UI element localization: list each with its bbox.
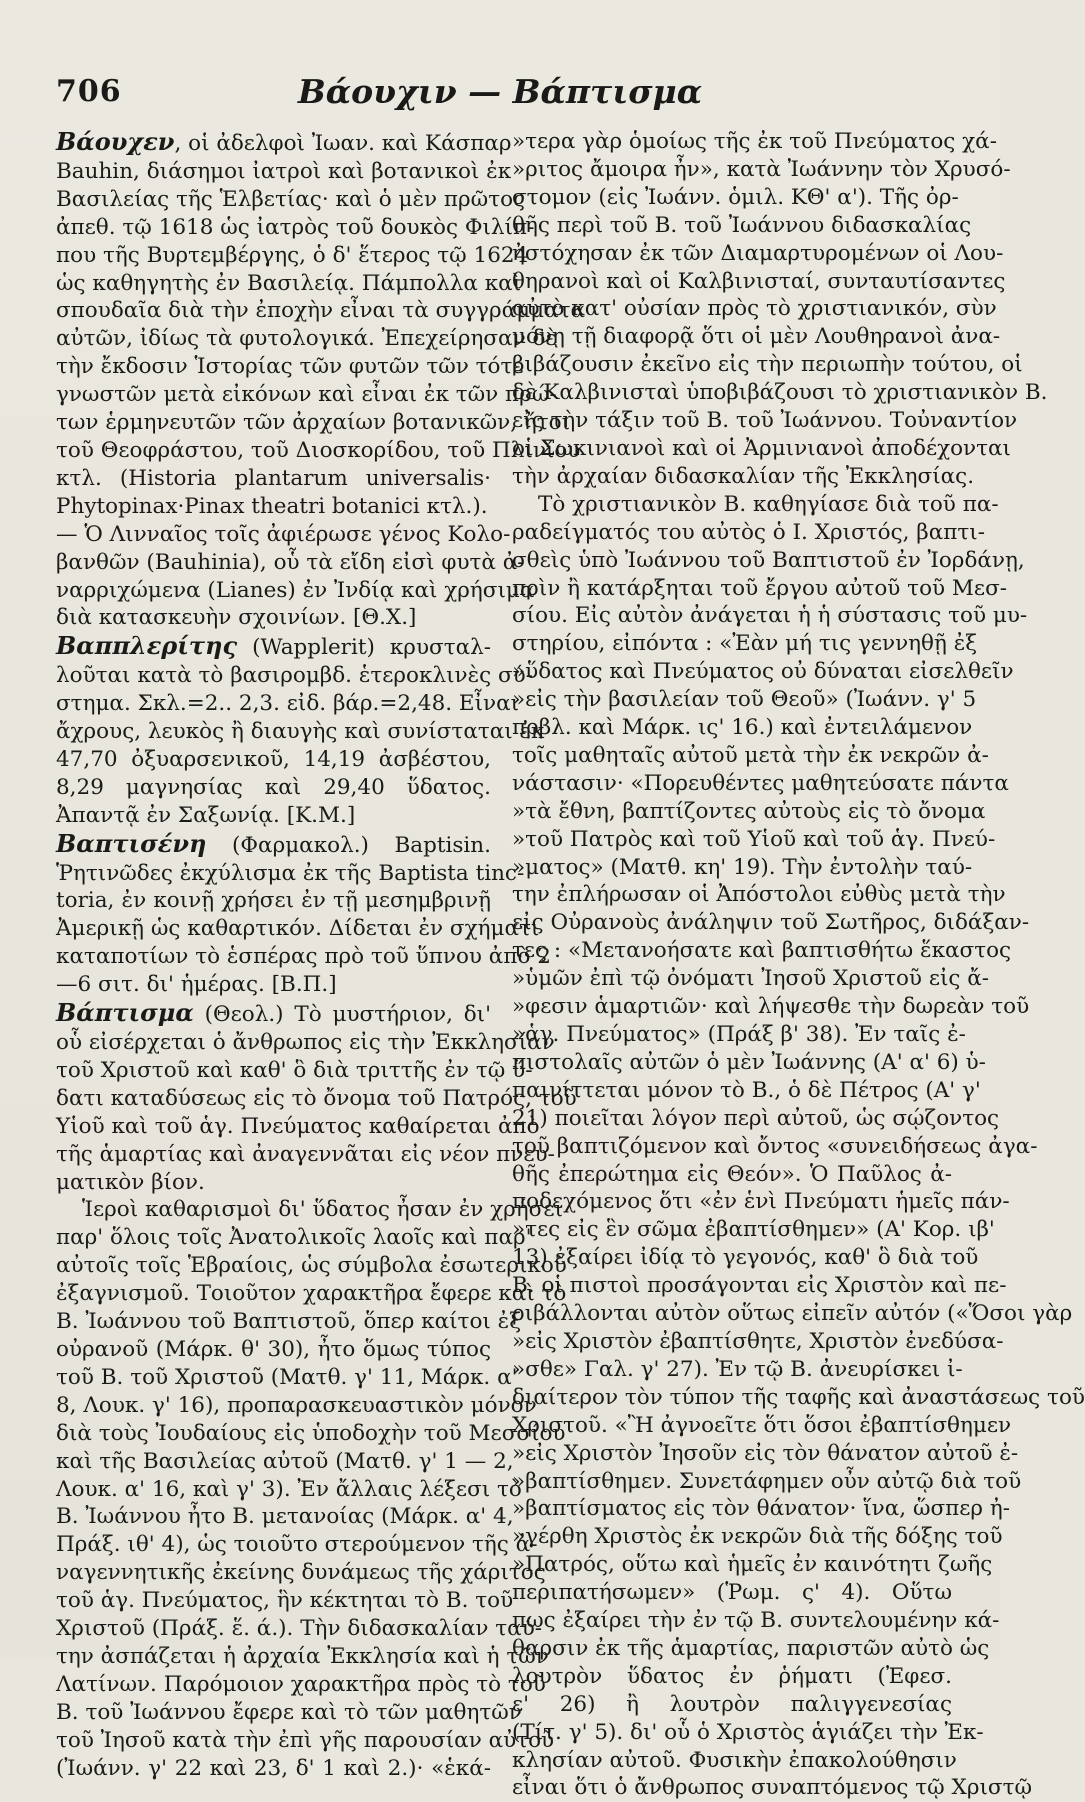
text-line: τοῖς μαθηταῖς αὐτοῦ μετὰ τὴν ἐκ νεκρῶν ἀ- xyxy=(512,742,989,768)
text-line: Βασιλείας τῆς Ἑλβετίας· καὶ ὁ μὲν πρῶτος xyxy=(56,186,526,212)
text-line: θῆς περὶ τοῦ Β. τοῦ Ἰωάννου διδασκαλίας xyxy=(512,212,972,238)
text-line: 21) ποιεῖται λόγον περὶ αὐτοῦ, ὡς σῴζοντος xyxy=(512,1105,1000,1131)
text-line: »φεσιν ἁμαρτιῶν· καὶ λήψεσθε τὴν δωρεὰν τοῦ xyxy=(512,994,1030,1020)
text-line: διὰ τοὺς Ἰουδαίους εἰς ὑποδοχὴν τοῦ Μεσσίου xyxy=(56,1420,566,1446)
text-line: θῆς ἐπερώτημα εἰς Θεόν». Ὁ Παῦλος ἀ- xyxy=(512,1161,952,1187)
text-line: Β. τοῦ Ἰωάννου ἔφερε καὶ τὸ τῶν μαθητῶν xyxy=(56,1699,522,1725)
text-line: τοῦ Θεοφράστου, τοῦ Διοσκορίδου, τοῦ Πλινίου xyxy=(56,437,581,463)
entry-headword: Βάουχεν xyxy=(56,127,175,156)
text-line: που τῆς Βυρτεμβέργης, ὁ δ' ἕτερος τῷ 1624 xyxy=(56,242,529,268)
entry-headword: Βαπτισένη xyxy=(56,828,207,858)
text-line: Λατίνων. Παρόμοιον χαρακτῆρα πρὸς τὸ τοῦ xyxy=(56,1671,546,1697)
text-line: την ἐπλήρωσαν οἱ Ἀπόστολοι εὐθὺς μετὰ τὴν xyxy=(512,882,1006,908)
text-line: »ἁγ. Πνεύματος» (Πράξ β' 38). Ἐν ταῖς ἐ- xyxy=(512,1022,966,1047)
text-line: τοῦ Β. τοῦ Χριστοῦ (Ματθ. γ' 11, Μάρκ. α' xyxy=(56,1364,518,1390)
text-line: »εἰς Χριστὸν Ἰησοῦν εἰς τὸν θάνατον αὐτοῦ ἐ- xyxy=(512,1440,1019,1466)
text-line: Βαππλερίτης (Wapplerit) κρυσταλ- xyxy=(56,631,491,661)
text-line: πως ἐξαίρει τὴν ἐν τῷ Β. συντελουμένην κά- xyxy=(512,1608,1000,1634)
text-line: περιπατήσωμεν» (Ῥωμ. ς' 4). Οὕτω xyxy=(512,1580,952,1606)
text-line: Ῥητινῶδες ἐκχύλισμα ἐκ τῆς Baptista tinc- xyxy=(56,860,525,886)
text-line: ε' 26) ἢ λουτρὸν παλιγγενεσίας xyxy=(512,1691,952,1717)
text-line: θηρανοὶ καὶ οἱ Καλβινισταί, συνταυτίσαντες xyxy=(512,268,1006,294)
text-line: Χριστοῦ. «Ἢ ἀγνοεῖτε ὅτι ὅσοι ἐβαπτίσθημεν xyxy=(512,1412,1012,1438)
text-line: Β. οἱ πιστοὶ προσάγονται εἰς Χριστὸν καὶ πε- xyxy=(512,1273,1007,1299)
text-line: Phytopinax·Pinax theatri botanici κτλ.). xyxy=(56,493,488,519)
text-line: οὗ εἰσέρχεται ὁ ἄνθρωπος εἰς τὴν Ἐκκλησίαν xyxy=(56,1030,555,1055)
text-line: »εἰς Χριστὸν ἐβαπτίσθητε, Χριστὸν ἐνεδύσα- xyxy=(512,1328,1004,1354)
text-line: παινίττεται μόνον τὸ Β., ὁ δὲ Πέτρος (Α' γ' xyxy=(512,1077,981,1103)
text-line: ὡς καθηγητὴς ἐν Βασιλείᾳ. Πάμπολλα καὶ xyxy=(56,270,522,296)
text-line: τὴν ἔκδοσιν Ἱστορίας τῶν φυτῶν τῶν τότε xyxy=(56,354,524,380)
text-line: την ἀσπάζεται ἡ ἀρχαία Ἐκκλησία καὶ ἡ τῶν xyxy=(56,1643,549,1669)
text-line: των ἑρμηνευτῶν τῶν ἀρχαίων βοτανικῶν, ἤτοι xyxy=(56,410,571,436)
text-line: 8,29 μαγνησίας καὶ 29,40 ὕδατος. xyxy=(56,774,491,800)
text-line: »τοῦ Πατρὸς καὶ τοῦ Υἱοῦ καὶ τοῦ ἁγ. Πνεύ- xyxy=(512,826,996,852)
text-line: τοῦ ἁγ. Πνεύματος, ἣν κέκτηται τὸ Β. τοῦ xyxy=(56,1588,514,1614)
text-line: 47,70 ὀξυαρσενικοῦ, 14,19 ἀσβέστου, xyxy=(56,746,491,772)
text-line: κτλ. (Historia plantarum universalis· xyxy=(56,465,491,491)
text-line: θαρσιν ἐκ τῆς ἁμαρτίας, παριστῶν αὐτὸ ὡς xyxy=(512,1635,990,1661)
text-line: Πράξ. ιθ' 4), ὡς τοιοῦτο στερούμενον τῆς ἀ- xyxy=(56,1532,538,1558)
text-line: (Ἰωάνν. γ' 22 καὶ 23, δ' 1 καὶ 2.)· «ἑκά- xyxy=(56,1755,491,1781)
text-line: »τες εἰς ἓν σῶμα ἐβαπτίσθημεν» (Α' Κορ. ιβ' xyxy=(512,1217,995,1243)
page-number: 706 xyxy=(56,74,122,109)
text-line: κλησίαν αὐτοῦ. Φυσικὴν ἐπακολούθησιν xyxy=(512,1747,957,1773)
text-line: δὲ Καλβινισταὶ ὑποβιβάζουσι τὸ χριστιανικὸν Β. xyxy=(512,380,1048,406)
text-line: τοῦ βαπτιζόμενον καὶ ὄντος «συνειδήσεως ἀγα- xyxy=(512,1133,1038,1159)
text-line: toria, ἐν κοινῇ χρήσει ἐν τῇ μεσημβρινῇ xyxy=(56,888,491,914)
text-line: Βάπτισμα (Θεολ.) Τὸ μυστήριον, δι' xyxy=(56,998,491,1028)
text-line: ραδείγματός του αὐτὸς ὁ Ι. Χριστός, βαπτι- xyxy=(512,519,985,545)
text-line: Ἱεροὶ καθαρισμοὶ δι' ὕδατος ἦσαν ἐν χρήσει xyxy=(82,1197,563,1223)
text-line: »τὰ ἔθνη, βαπτίζοντες αὐτοὺς εἰς τὸ ὄνομα xyxy=(512,798,986,824)
text-line: στομον (εἰς Ἰωάνν. ὁμιλ. ΚΘ' α'). Τῆς ὀρ- xyxy=(512,184,959,210)
text-line: ναρριχώμενα (Lianes) ἐν Ἰνδίᾳ καὶ χρήσιμα xyxy=(56,577,535,603)
text-line: Β. Ἰωάννου ἦτο Β. μετανοίας (Μάρκ. α' 4, xyxy=(56,1504,514,1530)
text-line: »σθε» Γαλ. γ' 27). Ἐν τῷ Β. ἀνευρίσκει ἰ- xyxy=(512,1356,963,1382)
text-line: δατι καταδύσεως εἰς τὸ ὄνομα τοῦ Πατρός, τοῦ xyxy=(56,1085,577,1111)
text-line: τὴν ἀρχαίαν διδασκαλίαν τῆς Ἐκκλησίας. xyxy=(512,463,975,489)
text-line: (Τίτ. γ' 5). δι' οὗ ὁ Χριστὸς ἁγιάζει τὴν Ἐκ- xyxy=(512,1719,984,1745)
text-line: πρβλ. καὶ Μάρκ. ις' 16.) καὶ ἐντειλάμενον xyxy=(512,715,973,741)
text-line: τῆς ἁμαρτίας καὶ ἀναγεννᾶται εἰς νέον πνευ- xyxy=(56,1141,555,1167)
text-line: σπουδαῖα διὰ τὴν ἐποχὴν εἶναι τὰ συγγράμματα xyxy=(56,298,586,324)
text-line: »ὕδατος καὶ Πνεύματος οὐ δύναται εἰσελθεῖν xyxy=(512,659,1014,685)
text-line: στημα. Σκλ.=2.. 2,3. εἰδ. βάρ.=2,48. Εἶναι xyxy=(56,691,520,717)
text-line: αὐτοῖς τοῖς Ἑβραίοις, ὡς σύμβολα ἐσωτερικοῦ xyxy=(56,1253,567,1279)
text-line: Τὸ χριστιανικὸν Β. καθηγίασε διὰ τοῦ πα- xyxy=(538,491,999,517)
text-line: αὐτῶν, ἰδίως τὰ φυτολογικά. Ἐπεχείρησαν δὲ xyxy=(56,326,557,352)
text-line: λουτρὸν ὕδατος ἐν ῥήματι (Ἐφεσ. xyxy=(512,1663,952,1689)
text-line: σίου. Εἰς αὐτὸν ἀνάγεται ἡ ἡ σύστασις τοῦ μυ- xyxy=(512,603,1028,629)
text-line: 8, Λουκ. γ' 16), προπαρασκευαστικὸν μόνον xyxy=(56,1392,537,1418)
text-line: »εἰς τὴν βασιλείαν τοῦ Θεοῦ» (Ἰωάνν. γ' 5 xyxy=(512,687,977,713)
text-line: διὰ κατασκευὴν σχοινίων. [Θ.Χ.] xyxy=(56,605,417,631)
text-line: ἄχρους, λευκὸς ἢ διαυγὴς καὶ συνίσταται ἐκ xyxy=(56,719,545,745)
text-line: Βαπτισένη (Φαρμακολ.) Baptisin. xyxy=(56,828,491,858)
text-line: »γέρθη Χριστὸς ἐκ νεκρῶν διὰ τῆς δόξης τοῦ xyxy=(512,1524,1003,1550)
text-line: στηρίου, εἰπόντα : «Ἐὰν μή τις γεννηθῇ ἐξ xyxy=(512,631,978,657)
right-column xyxy=(512,128,1085,1802)
text-line: σθεὶς ὑπὸ Ἰωάννου τοῦ Βαπτιστοῦ ἐν Ἰορδάνῃ, xyxy=(512,547,1025,573)
text-line: εἰς τὴν τάξιν τοῦ Β. τοῦ Ἰωάννου. Τοὐναντίον xyxy=(512,408,1018,434)
text-line: »βαπτίσματος εἰς τὸν θάνατον· ἵνα, ὥσπερ ἠ- xyxy=(512,1496,1011,1522)
text-line: »ριτος ἄμοιρα ἦν», κατὰ Ἰωάννην τὸν Χρυσό- xyxy=(512,156,1011,182)
running-head: Βάουχιν — Βάπτισμα xyxy=(297,72,703,111)
text-line: πιστολαῖς αὐτῶν ὁ μὲν Ἰωάννης (Α' α' 6) ὑ- xyxy=(512,1049,986,1075)
entry-headword: Βάπτισμα xyxy=(56,998,194,1028)
text-line: Β. Ἰωάννου τοῦ Βαπτιστοῦ, ὅπερ καίτοι ἐξ xyxy=(56,1309,522,1335)
text-line: τοῦ Ἰησοῦ κατὰ τὴν ἐπὶ γῆς παρουσίαν αὐτοῦ xyxy=(56,1727,555,1753)
text-line: γνωστῶν μετὰ εἰκόνων καὶ εἶναι ἐκ τῶν πρώ- xyxy=(56,382,557,408)
text-line: οὐρανοῦ (Μάρκ. θ' 30), ἦτο ὅμως τύπος xyxy=(56,1336,491,1362)
text-line: ἀπεθ. τῷ 1618 ὡς ἰατρὸς τοῦ δουκὸς Φιλίπ- xyxy=(56,214,535,240)
entry-headword: Βαππλερίτης xyxy=(56,631,238,661)
text-line: ποδεχόμενος ὅτι «ἐν ἑνὶ Πνεύματι ἡμεῖς πάν- xyxy=(512,1189,1010,1215)
text-line: Bauhin, διάσημοι ἰατροὶ καὶ βοτανικοὶ ἐκ xyxy=(56,158,512,184)
text-line: βανθῶν (Bauhinia), οὗ τὰ εἴδη εἰσὶ φυτὰ ἀ- xyxy=(56,549,525,575)
text-line: τοῦ Χριστοῦ καὶ καθ' ὃ διὰ τριττῆς ἐν τῷ ὕ- xyxy=(56,1057,533,1083)
text-line: — Ὁ Λινναῖος τοῖς ἀφιέρωσε γένος Κολο- xyxy=(56,521,511,547)
text-line: Λουκ. α' 16, καὶ γ' 3). Ἐν ἄλλαις λέξεσι τὸ xyxy=(56,1476,522,1502)
text-line: »τερα γὰρ ὁμοίως τῆς ἐκ τοῦ Πνεύματος χά- xyxy=(512,129,997,154)
text-line: διαίτερον τὸν τύπον τῆς ταφῆς καὶ ἀναστάσεως τοῦ xyxy=(512,1384,1085,1410)
text-line: 13) ἐξαίρει ἰδίᾳ τὸ γεγονός, καθ' ὃ διὰ τοῦ xyxy=(512,1245,979,1271)
text-line: ναγεννητικῆς ἐκείνης δυνάμεως τῆς χάριτος xyxy=(56,1560,546,1586)
text-line: καταποτίων τὸ ἑσπέρας πρὸ τοῦ ὕπνου ἀπὸ 2 xyxy=(56,944,551,970)
left-column xyxy=(56,127,586,1782)
text-line: —6 σιτ. δι' ἡμέρας. [Β.Π.] xyxy=(56,972,337,998)
text-line: »ματος» (Ματθ. κη' 19). Τὴν ἐντολὴν ταύ- xyxy=(512,854,973,880)
text-line: »ὑμῶν ἐπὶ τῷ ὀνόματι Ἰησοῦ Χριστοῦ εἰς ἄ- xyxy=(512,966,990,992)
text-line: λοῦται κατὰ τὸ βασιρομβδ. ἑτεροκλινὲς σύ- xyxy=(56,663,533,689)
text-line: τες : «Μετανοήσατε καὶ βαπτισθήτω ἕκαστος xyxy=(512,938,1012,964)
text-line: μόνῃ τῇ διαφορᾷ ὅτι οἱ μὲν Λουθηρανοὶ ἀνα- xyxy=(512,324,1001,350)
text-line: Χριστοῦ (Πράξ. ἕ. ά.). Τὴν διδασκαλίαν ταύ- xyxy=(56,1616,543,1642)
text-line: αὐτὸ κατ' οὐσίαν πρὸς τὸ χριστιανικόν, σὺν xyxy=(512,296,997,322)
text-line: καὶ τῆς Βασιλείας αὐτοῦ (Ματθ. γ' 1 — 2, xyxy=(56,1448,514,1474)
text-line: εἰς Οὐρανοὺς ἀνάληψιν τοῦ Σωτῆρος, διδάξαν- xyxy=(512,910,1030,936)
text-line: ἠστόχησαν ἐκ τῶν Διαμαρτυρομένων οἱ Λου- xyxy=(512,240,1004,266)
text-line: οἱ Σωκινιανοὶ καὶ οἱ Ἀρμινιανοὶ ἀποδέχονται xyxy=(512,435,1011,461)
page-header xyxy=(0,0,1000,130)
text-line: ριβάλλονται αὐτὸν οὕτως εἰπεῖν αὐτόν («Ὅσοι γὰρ xyxy=(512,1301,1073,1327)
text-line: Ἀπαντᾷ ἐν Σαξωνίᾳ. [Κ.Μ.] xyxy=(56,802,356,828)
text-line: πρὶν ἢ κατάρξηται τοῦ ἔργου αὐτοῦ τοῦ Μεσ- xyxy=(512,575,1008,601)
text-line: »Πατρός, οὕτω καὶ ἡμεῖς ἐν καινότητι ζωῆς xyxy=(512,1552,993,1578)
text-line: ματικὸν βίον. xyxy=(56,1169,205,1195)
text-line: Υἱοῦ καὶ τοῦ ἁγ. Πνεύματος καθαίρεται ἀπὸ xyxy=(56,1113,540,1139)
text-line: »βαπτίσθημεν. Συνετάφημεν οὖν αὐτῷ διὰ τοῦ xyxy=(512,1468,1022,1494)
text-line: βιβάζουσιν ἐκεῖνο εἰς τὴν περιωπὴν τούτου, οἱ xyxy=(512,352,1023,378)
text-line: ἐξαγνισμοῦ. Τοιοῦτον χαρακτῆρα ἔφερε καὶ τὸ xyxy=(56,1281,567,1307)
text-line: Βάουχεν, οἱ ἀδελφοὶ Ἰωαν. καὶ Κάσπαρ xyxy=(56,127,512,156)
text-line: παρ' ὅλοις τοῖς Ἀνατολικοῖς λαοῖς καὶ παρ' xyxy=(56,1225,532,1251)
text-line: Ἀμερικῇ ὡς καθαρτικόν. Δίδεται ἐν σχήματι xyxy=(56,916,540,942)
text-line: εἶναι ὅτι ὁ ἄνθρωπος συναπτόμενος τῷ Χριστῷ xyxy=(512,1775,1032,1801)
text-line: νάστασιν· «Πορευθέντες μαθητεύσατε πάντα xyxy=(512,770,1009,796)
